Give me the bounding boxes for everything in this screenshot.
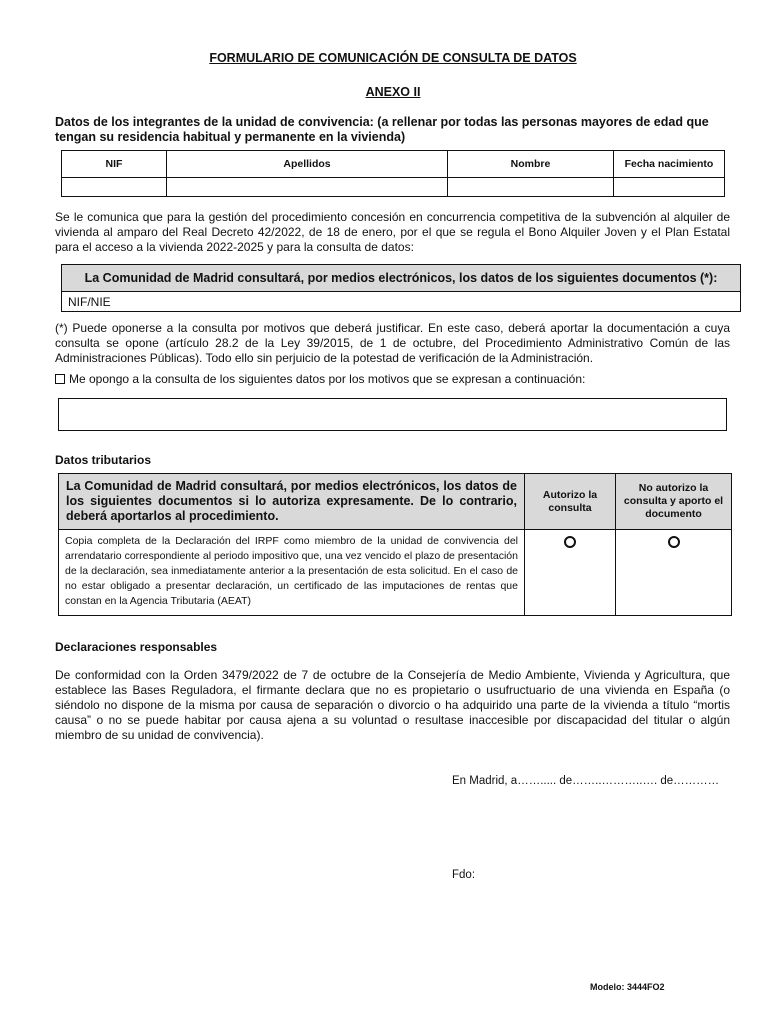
authorize-radio[interactable] [564,536,576,548]
col-fecha-nacimiento: Fecha nacimiento [614,151,725,178]
authorize-cell [525,530,616,616]
oppose-checkbox-label: Me opongo a la consulta de los siguientes datos por los motivos que se expresan a continuación: [69,372,586,386]
tax-table [58,473,732,616]
col-authorize: Autorizo la consulta [525,474,616,530]
declarations-text: De conformidad con la Orden 3479/2022 de 7 de octubre de la Consejería de Medio Ambiente, Vivienda y Agricultura, que establece las Bases Reguladora, el firmante declara que no es propietario o usufructuario de una vivienda en España (o siéndolo no dispone de la misma por causa de separación o divorcio o ha adquirido una parte de la vivienda a título “mortis causa” o no se puede habitar por causa ajena a su voluntad o resultase inaccesible por discapacidad del titular o algún miembro de su unidad de convivencia). [55,668,730,742]
members-heading: Datos de los integrantes de la unidad de convivencia: (a rellenar por todas las personas mayores de edad que tengan su residencia habitual y permanente en la vivienda) [55,115,709,144]
consult-box [61,264,741,312]
form-title: FORMULARIO DE COMUNICACIÓN DE CONSULTA DE DATOS [209,51,577,65]
tax-row-text: Copia completa de la Declaración del IRPF como miembro de la unidad de convivencia del arrendatario correspondiente al periodo impositivo que, una vez vencido el plazo de presentación de la declaración, sea inmediatamente anterior a la presentación de esta solicitud. En el caso de no estar obligado a presentar declaración, un certificado de las imputaciones de rentas que constan en la Agencia Tributaria (AEAT) [59,530,525,616]
opposition-reasons-field[interactable] [58,398,727,431]
consult-box-header: La Comunidad de Madrid consultará, por medios electrónicos, los datos de los siguientes documentos (*): [62,265,741,292]
oppose-checkbox[interactable] [55,374,65,384]
model-code: Modelo: 3444FO2 [590,982,665,992]
opposition-note: (*) Puede oponerse a la consulta por motivos que deberá justificar. En este caso, deberá aportar la documentación a cuya consulta se opone (artículo 28.2 de la Ley 39/2015, de 1 de octubre, del Procedimiento Administrativo Común de las Administraciones Públicas). Todo ello sin perjuicio de la potestad de verificación de la Administración. [55,321,730,365]
members-header-row [62,151,725,178]
members-table [61,150,725,197]
consult-box-item: NIF/NIE [62,292,741,312]
nif-cell[interactable] [62,178,167,197]
intro-text: Se le comunica que para la gestión del procedimiento concesión en concurrencia competitiva de la subvención al alquiler de vivienda al amparo del Real Decreto 42/2022, de 18 de enero, por el que se regula el Bono Alquiler Joven y el Plan Estatal para el acceso a la vivienda 2022-2025 y para la consulta de datos: [55,210,730,254]
col-apellidos: Apellidos [167,151,448,178]
nombre-cell[interactable] [448,178,614,197]
tax-header-text: La Comunidad de Madrid consultará, por medios electrónicos, los datos de los siguientes documentos si lo autoriza expresamente. De lo contrario, deberá aportarlos al procedimiento. [59,474,525,530]
declarations-heading: Declaraciones responsables [55,640,218,654]
members-input-row[interactable] [62,178,725,197]
not-authorize-cell [616,530,732,616]
col-nif: NIF [62,151,167,178]
opposition-checkbox-line[interactable] [55,372,730,387]
fecha-nacimiento-cell[interactable] [614,178,725,197]
not-authorize-radio[interactable] [668,536,680,548]
apellidos-cell[interactable] [167,178,448,197]
signed-by-label: Fdo: [452,869,476,881]
annex-title: ANEXO II [365,85,421,99]
place-date-line: En Madrid, a……..... de……..………..…. de………… [452,775,720,787]
tax-heading: Datos tributarios [55,453,152,467]
col-nombre: Nombre [448,151,614,178]
col-not-authorize: No autorizo la consulta y aporto el documento [616,474,732,530]
